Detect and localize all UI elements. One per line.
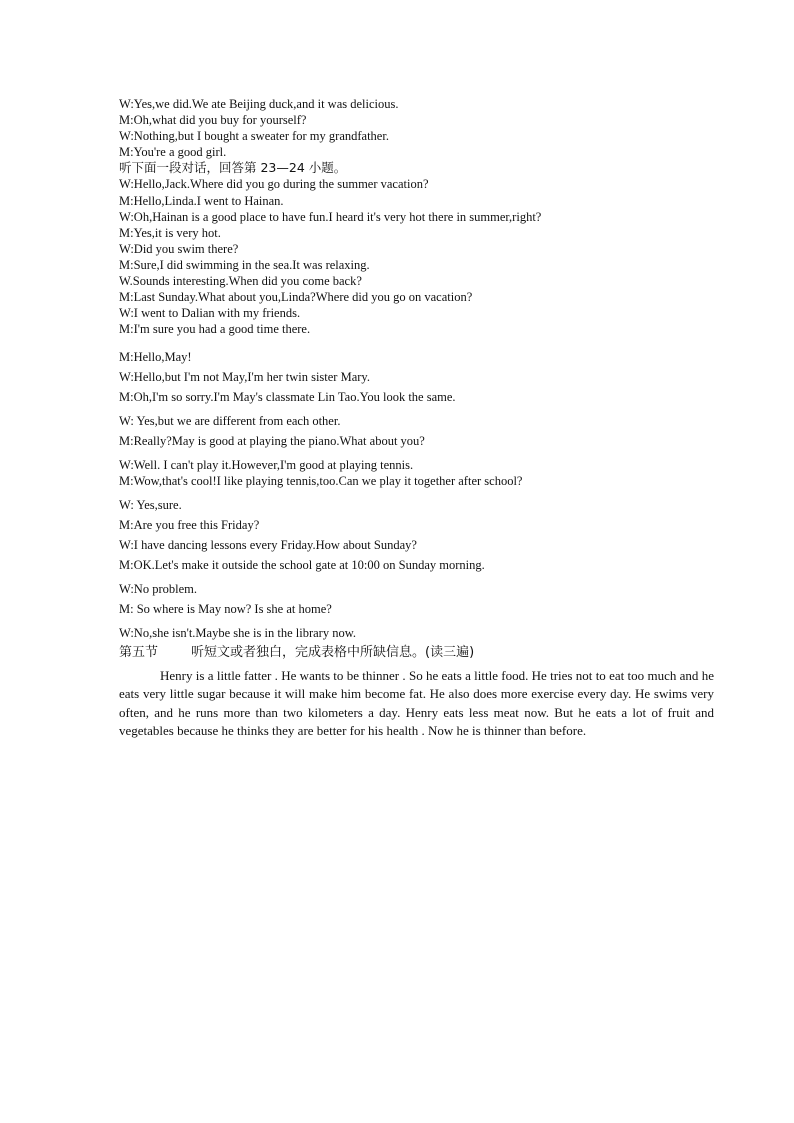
instruction-line: 听下面一段对话，回答第 23—24 小题。	[119, 160, 347, 176]
dialogue-line: M:Hello,May!	[119, 350, 192, 364]
section-heading	[119, 645, 474, 661]
dialogue-line: W: Yes,sure.	[119, 498, 182, 512]
dialogue-line: M:Hello,Linda.I went to Hainan.	[119, 193, 284, 208]
dialogue-line: W:I went to Dalian with my friends.	[119, 306, 301, 321]
dialogue-line: W:Yes,we did.We ate Beijing duck,and it was delicious.	[119, 97, 399, 111]
dialogue-line: W:Hello,but I'm not May,I'm her twin sister Mary.	[119, 370, 370, 384]
dialogue-line: M: So where is May now? Is she at home?	[119, 602, 332, 616]
dialogue-line: M:Last Sunday.What about you,Linda?Where did you go on vacation?	[119, 290, 473, 305]
dialogue-line: M:Yes,it is very hot.	[119, 225, 221, 240]
dialogue-line: W:Hello,Jack.Where did you go during the summer vacation?	[119, 177, 429, 192]
dialogue-line: W: Yes,but we are different from each other.	[119, 414, 341, 428]
section-title: 听短文或者独白，完成表格中所缺信息。(读三遍)	[191, 645, 475, 660]
dialogue-line: W:No,she isn't.Maybe she is in the library now.	[119, 626, 357, 640]
listening-passage: Henry is a little fatter . He wants to be thinner . So he eats a little food. He tries not to eat too much and he eats very little sugar because it will make him become fat. He also does more exercise every day. He swims very often, and he runs more than two kilometers a day. Henry eats less meat now. But he eats a lot of fruit and vegetables because he thinks they are better for his health . Now he is thinner than before.	[119, 668, 714, 739]
dialogue-line: M:Wow,that's cool!I like playing tennis,too.Can we play it together after school?	[119, 474, 523, 488]
dialogue-line: W:I have dancing lessons every Friday.How about Sunday?	[119, 538, 417, 552]
dialogue-line: M:Oh,I'm so sorry.I'm May's classmate Lin Tao.You look the same.	[119, 390, 456, 404]
dialogue-line: W:Well. I can't play it.However,I'm good at playing tennis.	[119, 458, 414, 472]
dialogue-line: W:Did you swim there?	[119, 241, 239, 256]
dialogue-line: M:OK.Let's make it outside the school gate at 10:00 on Sunday morning.	[119, 558, 485, 572]
dialogue-line: M:You're a good girl.	[119, 145, 227, 160]
dialogue-line: M:Really?May is good at playing the piano.What about you?	[119, 434, 425, 448]
dialogue-block-2	[119, 349, 719, 641]
dialogue-line: M:Are you free this Friday?	[119, 518, 260, 532]
dialogue-line: W:Oh,Hainan is a good place to have fun.I heard it's very hot there in summer,right?	[119, 209, 542, 224]
dialogue-line: W:Nothing,but I bought a sweater for my grandfather.	[119, 129, 389, 144]
dialogue-block-1	[119, 96, 719, 337]
dialogue-line: M:I'm sure you had a good time there.	[119, 322, 311, 337]
dialogue-line: W:No problem.	[119, 582, 197, 596]
dialogue-line: M:Oh,what did you buy for yourself?	[119, 113, 307, 128]
dialogue-line: M:Sure,I did swimming in the sea.It was relaxing.	[119, 257, 370, 272]
section-number: 第五节	[119, 645, 159, 660]
dialogue-line: W.Sounds interesting.When did you come back?	[119, 274, 362, 289]
